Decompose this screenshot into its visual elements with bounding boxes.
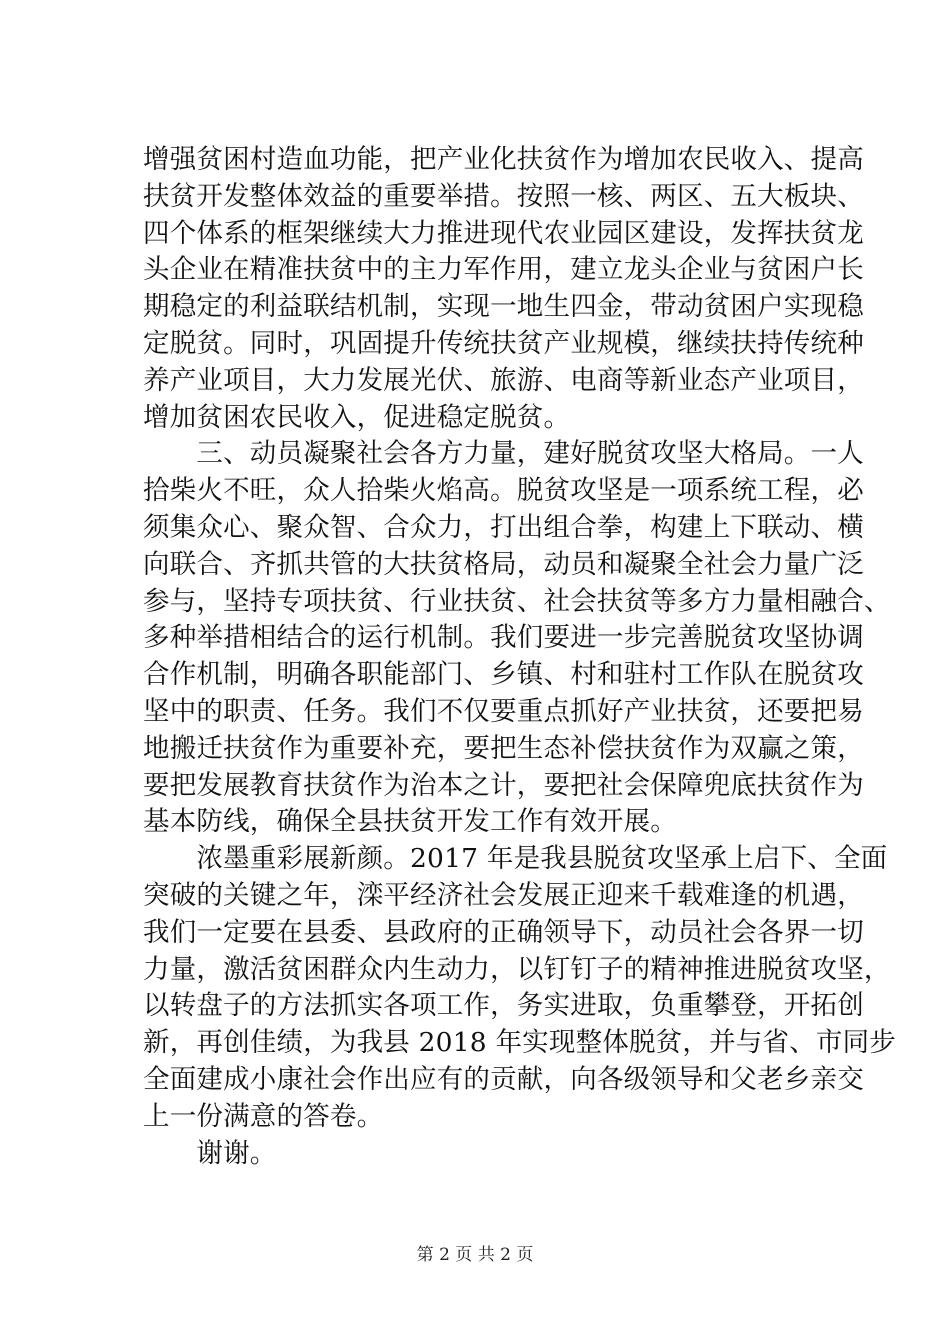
text-line: 拾柴火不旺，众人拾柴火焰高。脱贫攻坚是一项系统工程，必 — [143, 475, 864, 507]
text-line: 基本防线，确保全县扶贫开发工作有效开展。 — [143, 806, 677, 838]
text-line: 突破的关键之年，滦平经济社会发展正迎来千载难逢的机遇， — [143, 879, 864, 911]
text-line: 全面建成小康社会作出应有的贡献，向各级领导和父老乡亲交 — [143, 1063, 864, 1095]
text-line: 谢谢。 — [143, 1137, 277, 1169]
text-line: 增强贫困村造血功能，把产业化扶贫作为增加农民收入、提高 — [143, 144, 864, 175]
document-body — [143, 142, 896, 1172]
text-line: 须集众心、聚众智、合众力，打出组合拳，构建上下联动、横 — [143, 511, 864, 543]
text-line: 多种举措相结合的运行机制。我们要进一步完善脱贫攻坚协调 — [143, 622, 864, 654]
text-line: 要把发展教育扶贫作为治本之计，要把社会保障兜底扶贫作为 — [143, 769, 864, 801]
text-line: 地搬迁扶贫作为重要补充，要把生态补偿扶贫作为双赢之策， — [143, 732, 864, 764]
page-number-footer: 第 2 页 共 2 页 — [416, 1245, 534, 1265]
text-line: 头企业在精准扶贫中的主力军作用，建立龙头企业与贫困户长 — [143, 254, 864, 286]
text-line: 上一份满意的答卷。 — [143, 1100, 384, 1132]
text-line: 扶贫开发整体效益的重要举措。按照一核、两区、五大板块、 — [143, 180, 864, 212]
text-line: 养产业项目，大力发展光伏、旅游、电商等新业态产业项目， — [143, 364, 864, 396]
text-line: 以转盘子的方法抓实各项工作，务实进取，负重攀登，开拓创 — [143, 990, 864, 1022]
text-line: 力量，激活贫困群众内生动力，以钉钉子的精神推进脱贫攻坚， — [143, 953, 891, 985]
text-line: 增加贫困农民收入，促进稳定脱贫。 — [143, 401, 571, 433]
text-line: 四个体系的框架继续大力推进现代农业园区建设，发挥扶贫龙 — [143, 217, 864, 249]
text-line: 浓墨重彩展新颜。2017 年是我县脱贫攻坚承上启下、全面 — [143, 843, 888, 875]
text-line: 期稳定的利益联结机制，实现一地生四金，带动贫困户实现稳 — [143, 291, 864, 323]
text-line: 三、动员凝聚社会各方力量，建好脱贫攻坚大格局。一人 — [143, 438, 864, 470]
text-line: 参与，坚持专项扶贫、行业扶贫、社会扶贫等多方力量相融合、 — [143, 585, 891, 617]
text-line: 定脱贫。同时，巩固提升传统扶贫产业规模，继续扶持传统种 — [143, 327, 864, 359]
text-line: 新，再创佳绩，为我县 2018 年实现整体脱贫，并与省、市同步 — [143, 1027, 896, 1059]
text-line: 坚中的职责、任务。我们不仅要重点抓好产业扶贫，还要把易 — [143, 695, 864, 727]
text-line: 向联合、齐抓共管的大扶贫格局，动员和凝聚全社会力量广泛 — [143, 548, 864, 580]
text-line: 我们一定要在县委、县政府的正确领导下，动员社会各界一切 — [143, 916, 864, 948]
text-line: 合作机制，明确各职能部门、乡镇、村和驻村工作队在脱贫攻 — [143, 659, 864, 691]
